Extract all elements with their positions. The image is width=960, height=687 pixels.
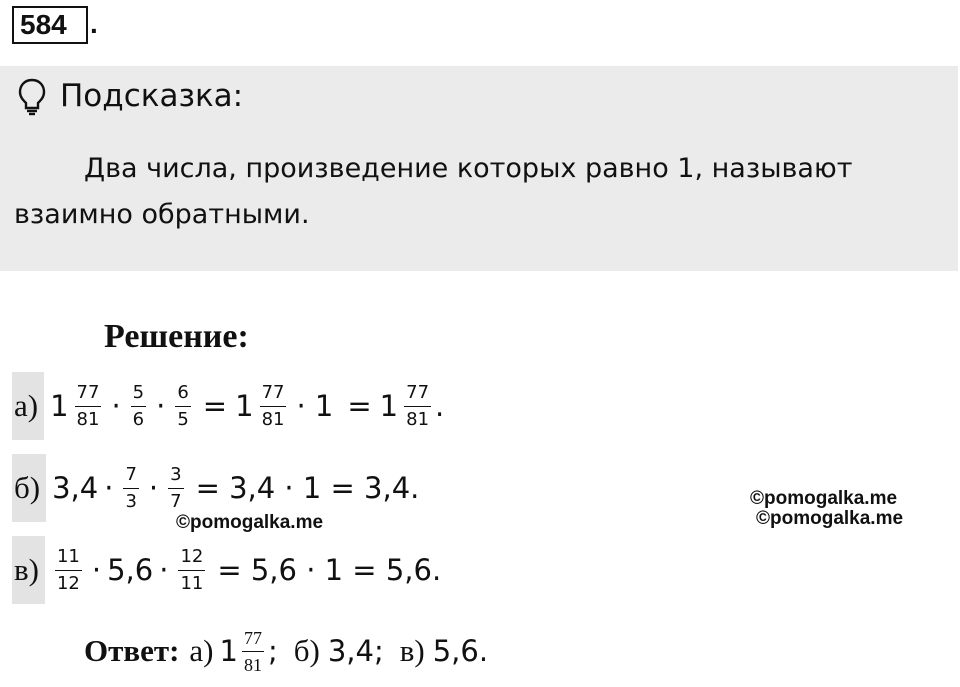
fraction: $\frac{11}{12}$ — [56, 545, 80, 594]
row-label-v: в) — [12, 536, 45, 604]
answer-label: Ответ: — [84, 633, 180, 668]
fraction: $\frac{6}{5}$ — [177, 381, 189, 430]
row-b-result: = 3,4 · 1 = 3,4. — [195, 471, 420, 505]
mixed-whole: 1 — [235, 389, 254, 423]
watermark: ©pomogalka.me — [176, 512, 324, 533]
hint-box — [0, 66, 958, 271]
answer-a-label: а) — [189, 633, 214, 668]
answer-b-label: б) — [293, 633, 320, 668]
solution-row-a: а) 1 $\frac{77}{81}$ · $\frac{5}{6}$ · $\frac{6}{5}$ = 1 $\frac{77}{81}$ · 1 = 1 $\frac{77}{81}$ . — [12, 370, 444, 442]
fraction: $\frac{5}{6}$ — [132, 381, 145, 430]
equals-sign: = — [347, 389, 372, 423]
mixed-whole: 1 — [379, 389, 399, 423]
answer-v-value: 5,6. — [432, 634, 489, 668]
answer-a-whole: 1 — [219, 634, 238, 668]
problem-number-dot: . — [90, 8, 98, 39]
decimal-term: 5,6 — [107, 553, 154, 587]
fraction: $\frac{7}{3}$ — [125, 463, 137, 512]
problem-number — [12, 6, 88, 44]
answer-a-end: ; — [267, 634, 278, 668]
row-label-a: а) — [12, 372, 44, 440]
fraction: $\frac{77}{81}$ — [406, 381, 430, 430]
fraction: $\frac{77}{81}$ — [261, 381, 285, 430]
fraction: $\frac{12}{11}$ — [180, 545, 204, 594]
answer-line — [84, 615, 488, 687]
lightbulb-icon — [18, 78, 46, 116]
row-label-b: б) — [12, 454, 46, 522]
answer-v-label: в) — [399, 633, 425, 668]
fraction: $\frac{77}{81}$ — [243, 627, 262, 675]
times-one: · 1 — [296, 389, 334, 423]
mixed-whole: 1 — [50, 389, 69, 423]
watermark: ©pomogalka.me — [750, 488, 898, 509]
row-end: . — [435, 389, 445, 423]
fraction: $\frac{3}{7}$ — [170, 463, 182, 512]
hint-text-line2: взаимно обратными. — [14, 199, 310, 230]
answer-b-value: 3,4; — [327, 634, 384, 668]
solution-row-v: в) $\frac{11}{12}$ · 5,6 · $\frac{12}{11}$ = 5,6 · 1 = 5,6. — [12, 534, 441, 606]
decimal-term: 3,4 — [52, 471, 99, 505]
row-v-result: = 5,6 · 1 = 5,6. — [217, 553, 442, 587]
watermark: ©pomogalka.me — [756, 508, 904, 529]
problem-number-text: 584 — [20, 9, 67, 40]
hint-title: Подсказка: — [60, 78, 244, 114]
hint-text-line1: Два числа, произведение которых равно 1, называют — [84, 153, 853, 184]
solution-row-b: б) 3,4 · $\frac{7}{3}$ · $\frac{3}{7}$ = 3,4 · 1 = 3,4. — [12, 452, 419, 524]
hint-text — [14, 146, 934, 238]
fraction: $\frac{77}{81}$ — [76, 381, 100, 430]
equals-sign: = — [202, 389, 228, 423]
solution-title: Решение: — [104, 318, 249, 355]
